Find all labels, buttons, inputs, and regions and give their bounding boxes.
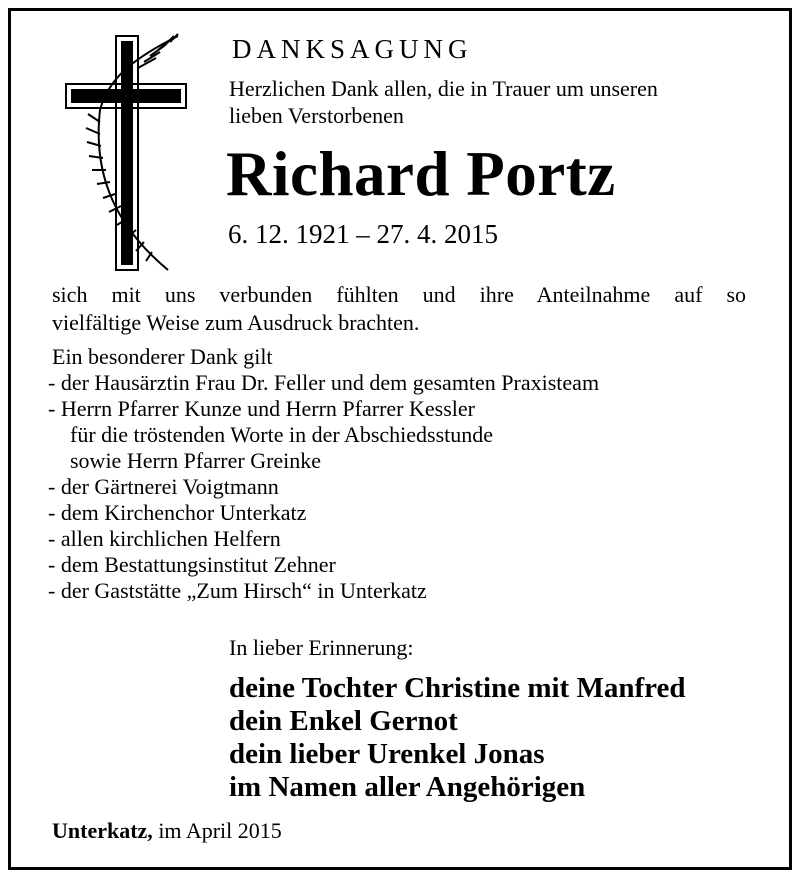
thanks-intro: Ein besonderer Dank gilt xyxy=(52,344,273,369)
signer: deine Tochter Christine mit Manfred xyxy=(229,672,686,704)
footer-date: im April 2015 xyxy=(158,818,282,843)
cross-with-palm-branch-icon xyxy=(60,30,200,280)
list-item: - Herrn Pfarrer Kunze und Herrn Pfarrer Kessler xyxy=(48,396,475,421)
thanks-list xyxy=(48,344,599,604)
deceased-name: Richard Portz xyxy=(226,139,616,209)
intro-line-1: Herzlichen Dank allen, die in Trauer um unseren xyxy=(229,76,658,101)
list-item: sowie Herrn Pfarrer Greinke xyxy=(70,448,322,473)
footer-place-date xyxy=(52,818,282,844)
list-item: - der Hausärztin Frau Dr. Feller und dem gesamten Praxisteam xyxy=(48,370,600,395)
body-line-2: vielfältige Weise zum Ausdruck brachten. xyxy=(52,310,420,335)
page-title: DANKSAGUNG xyxy=(232,34,473,64)
body-line-1: sich mit uns verbunden fühlten und ihre Anteilnahme auf so xyxy=(52,282,746,307)
signer: dein lieber Urenkel Jonas xyxy=(229,738,545,770)
life-dates: 6. 12. 1921 – 27. 4. 2015 xyxy=(228,219,498,249)
intro-line-2: lieben Verstorbenen xyxy=(229,103,404,128)
list-item: - dem Kirchenchor Unterkatz xyxy=(48,500,307,525)
list-item: - der Gärtnerei Voigtmann xyxy=(48,474,279,499)
footer-place: Unterkatz, xyxy=(52,818,153,843)
list-item: - dem Bestattungsinstitut Zehner xyxy=(48,552,336,577)
signer: im Namen aller Angehörigen xyxy=(229,771,586,803)
list-item: für die tröstenden Worte in der Abschiedsstunde xyxy=(70,422,494,447)
signer: dein Enkel Gernot xyxy=(229,705,458,737)
memory-line: In lieber Erinnerung: xyxy=(229,635,414,660)
signers-list xyxy=(229,672,685,804)
list-item: - der Gaststätte „Zum Hirsch“ in Unterkatz xyxy=(48,578,427,603)
list-item: - allen kirchlichen Helfern xyxy=(48,526,281,551)
